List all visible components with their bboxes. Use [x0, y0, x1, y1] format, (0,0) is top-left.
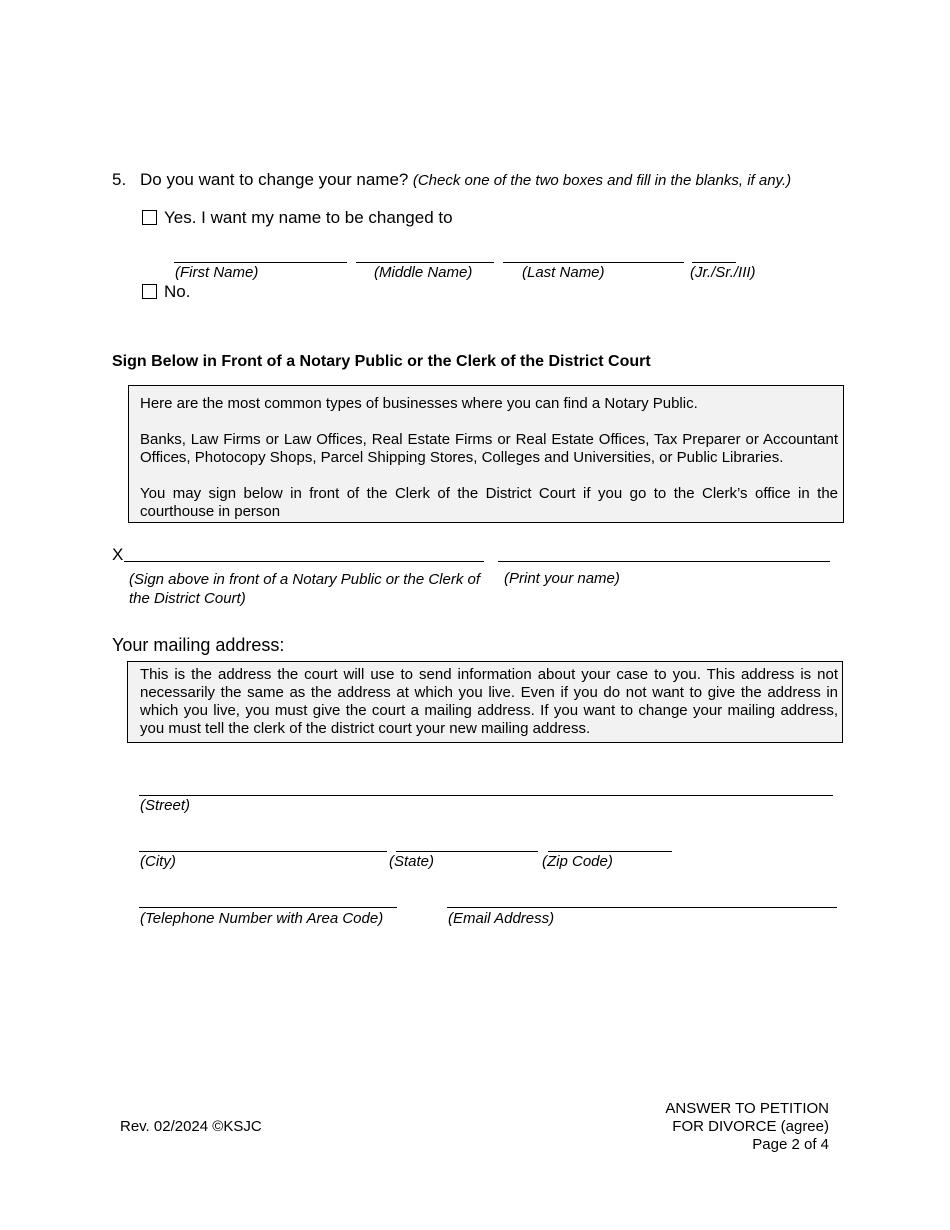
notary-info-box [128, 385, 844, 523]
suffix-line[interactable] [692, 262, 736, 263]
last-name-label: (Last Name) [522, 264, 605, 281]
street-label: (Street) [140, 797, 191, 814]
middle-name-line[interactable] [356, 262, 494, 263]
street-line[interactable] [139, 795, 833, 796]
email-label: (Email Address) [448, 910, 555, 927]
no-label: No. [164, 282, 191, 301]
question-number: 5. [112, 170, 127, 189]
no-checkbox[interactable] [142, 284, 157, 299]
mailing-info-text: This is the address the court will use to send information about your case to you. This address is not necessarily the same as the address at which you live. Even if you do not want to give the address in which you live, you must give the court a mailing address. If you want to change your mailing address, you must tell the clerk of the district court your new mailing address. [140, 666, 838, 737]
mailing-info-box [127, 661, 843, 743]
email-line[interactable] [447, 907, 837, 908]
first-name-label: (First Name) [175, 264, 259, 281]
footer-revision: Rev. 02/2024 ©KSJC [120, 1118, 262, 1135]
question-text-row [140, 170, 791, 190]
suffix-label: (Jr./Sr./III) [690, 264, 756, 281]
middle-name-label: (Middle Name) [374, 264, 473, 281]
phone-label: (Telephone Number with Area Code) [140, 910, 384, 927]
zip-line[interactable] [548, 851, 672, 852]
print-name-label: (Print your name) [504, 570, 620, 587]
last-name-line[interactable] [503, 262, 684, 263]
state-label: (State) [389, 853, 435, 870]
notary-info-p2: Banks, Law Firms or Law Offices, Real Estate Firms or Real Estate Offices, Tax Preparer or Accountant Offices, Photocopy Shops, Parcel Shipping Stores, Colleges and Universities, or Public Libraries. [140, 431, 838, 466]
signature-line[interactable] [124, 561, 484, 562]
notary-info-p3: You may sign below in front of the Clerk of the District Court if you go to the Clerk’s office in the courthouse in person [140, 485, 838, 520]
sign-heading: Sign Below in Front of a Notary Public or the Clerk of the District Court [112, 353, 651, 370]
question-instruction: (Check one of the two boxes and fill in the blanks, if any.) [412, 172, 792, 189]
footer-title-line2: FOR DIVORCE (agree) [672, 1118, 829, 1135]
city-line[interactable] [139, 851, 387, 852]
zip-label: (Zip Code) [542, 853, 613, 870]
state-line[interactable] [396, 851, 538, 852]
phone-line[interactable] [139, 907, 397, 908]
footer-page-number: Page 2 of 4 [752, 1136, 829, 1153]
signature-label: (Sign above in front of a Notary Public or the Clerk of the District Court) [129, 571, 481, 607]
print-name-line[interactable] [498, 561, 830, 562]
footer-title [665, 1100, 829, 1154]
first-name-line[interactable] [174, 262, 347, 263]
mailing-heading: Your mailing address: [112, 635, 285, 655]
city-label: (City) [140, 853, 176, 870]
yes-label: Yes. I want my name to be changed to [164, 208, 453, 227]
notary-info-p1: Here are the most common types of businesses where you can find a Notary Public. [140, 395, 698, 412]
signature-x-mark: X [112, 545, 124, 564]
question-text: Do you want to change your name? [140, 170, 409, 189]
yes-checkbox[interactable] [142, 210, 157, 225]
footer-title-line1: ANSWER TO PETITION [665, 1100, 829, 1117]
